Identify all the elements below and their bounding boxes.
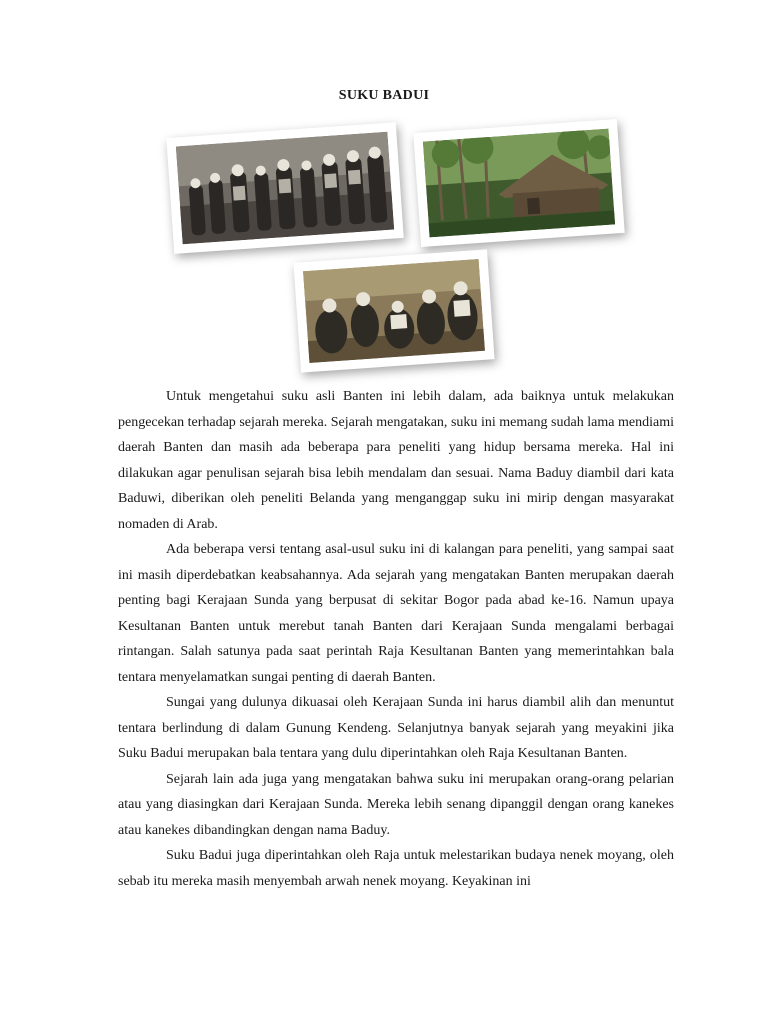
photo-badui-group xyxy=(166,122,404,254)
house-photo-icon xyxy=(423,129,615,238)
paragraph: Ada beberapa versi tentang asal-usul suku ini di kalangan para peneliti, yang sampai saat ini masih diperdebatkan keabsahannya. Ada sejarah yang mengatakan Banten merupakan daerah penting bagi Kerajaan Sunda yang berpusat di sekitar Bogor pada abad ke-16. Namun upaya Kesultanan Banten untuk merebut tanah Banten dari Kerajaan Sunda mengalami berbagai rintangan. Salah satunya pada saat perintah Raja Kesultanan Banten yang memerintahkan bala tentara menyelamatkan sungai penting di daerah Banten. xyxy=(118,542,674,685)
article-body xyxy=(118,384,674,894)
group-photo-icon xyxy=(303,259,485,363)
group-photo-icon xyxy=(176,132,394,245)
paragraph: Sejarah lain ada juga yang mengatakan bahwa suku ini merupakan orang-orang pelarian atau yang diasingkan dari Kerajaan Sunda. Mereka lebih senang dipanggil dengan orang kanekes atau kanekes dibandingkan dengan nama Baduy. xyxy=(118,771,674,838)
photo-badui-sitting xyxy=(293,249,494,372)
paragraph: Untuk mengetahui suku asli Banten ini lebih dalam, ada baiknya untuk melakukan pengecekan terhadap sejarah mereka. Sejarah mengatakan, suku ini memang sudah lama mendiami daerah Banten dan masih ada beberapa para peneliti yang hidup bersama mereka. Hal ini dilakukan agar penulisan sejarah bisa lebih mendalam dan sesuai. Nama Baduy diambil dari kata Baduwi, diberikan oleh peneliti Belanda yang menganggap suku ini mirip dengan masyarakat nomaden di Arab. xyxy=(118,389,674,532)
paragraph: Sungai yang dulunya dikuasai oleh Kerajaan Sunda ini harus diambil alih dan menuntut tentara berlindung di dalam Gunung Kendeng. Selanjutnya banyak sejarah yang meyakini jika Suku Badui merupakan bala tentara yang dulu diperintahkan oleh Raja Kesultanan Banten. xyxy=(118,695,674,761)
photo-forest-hut xyxy=(413,119,624,247)
paragraph: Suku Badui juga diperintahkan oleh Raja untuk melestarikan budaya nenek moyang, oleh sebab itu mereka masih menyembah arwah nenek moyang. Keyakinan ini xyxy=(118,848,674,889)
page-title: SUKU BADUI xyxy=(338,88,430,103)
